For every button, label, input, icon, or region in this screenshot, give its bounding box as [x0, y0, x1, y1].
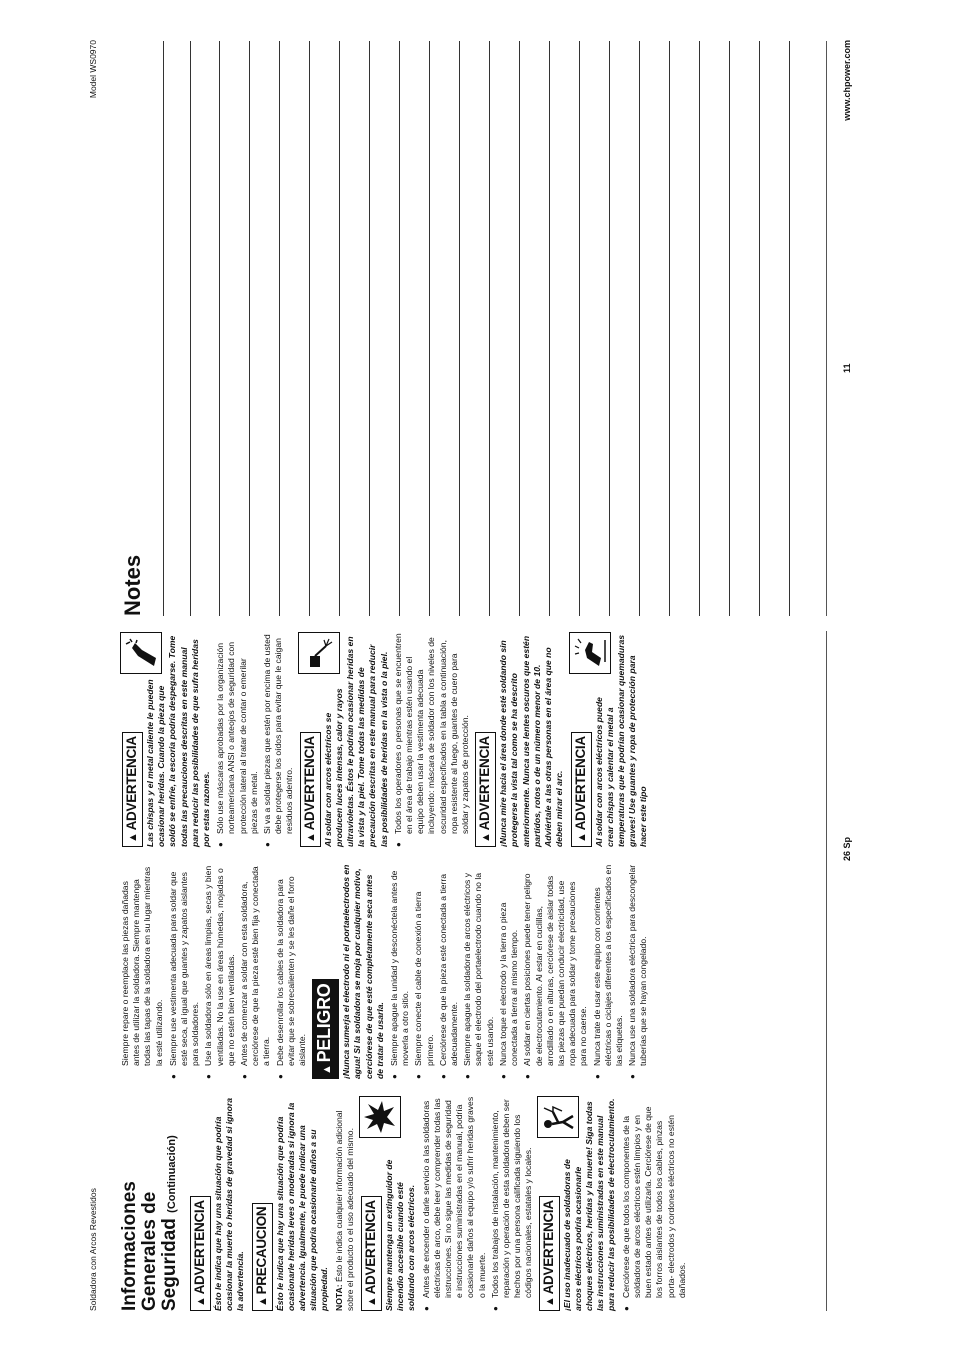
note-line: [249, 41, 250, 616]
fire-warning: [359, 1096, 418, 1311]
column-1: [120, 1096, 690, 1311]
continued-text: Siempre repare o reemplace las piezas dañadas antes de utilizar la soldadora. Siempre mantenga todas las tapas de la soldadora en su lugar mientras la esté utilizando.: [120, 866, 164, 1066]
warning-triangle-icon: ▲: [575, 832, 588, 843]
electric-shock-icon: [537, 1096, 579, 1138]
page-number-right: 11: [842, 363, 852, 373]
sparks-warning: [120, 632, 212, 847]
list-item: ● Cerciórese de que la pieza esté conectada a tierra adecuadamente.: [438, 864, 460, 1079]
note-line: [549, 41, 550, 616]
advertencia-label: ▲ADVERTENCIA: [571, 732, 592, 847]
column-2: [120, 864, 652, 1079]
note-line: [789, 41, 790, 616]
footer-url: www.chpower.com: [842, 40, 852, 121]
section-title: Informaciones Generales de Seguridad (Continuación): [119, 1135, 180, 1311]
look-warning-text: ¡Nunca mire hacia el área donde esté soldando sin protegerse la vista tal como se ha descrito anteriormente. Nunca use lentes oscuros que estén partidos, rotos o de un número menor de 10. Adviértale a las otras personas en el área que no deben mirar el arc.: [498, 635, 565, 847]
note-line: [219, 41, 220, 616]
warning-triangle-icon: ▲: [304, 832, 317, 843]
note-line: [699, 41, 700, 616]
advertencia-label: ▲ADVERTENCIA: [361, 1196, 382, 1311]
list-item: ● Todos los trabajos de instalación, mantenimiento, reparación y operación de esta soldadora deben ser hechos por una persona calificada siguiendo los códigos nacionales, estatales y locales.: [490, 1096, 535, 1311]
peligro-text: ¡Nunca sumerja el electrodo ni el portaelectrodos en agua! Si la soldadora se moja por cualquier motivo, cerciórese de que esté completamente seca antes de tratar de usarla.: [341, 864, 385, 1079]
list-item: ● Antes de comenzar a soldar con esta soldadora, cerciórese de que la pieza esté bien fija y conectada a tierra.: [239, 864, 273, 1079]
advertencia-label: ▲ADVERTENCIA: [300, 732, 321, 847]
advertencia-label: ▲ADVERTENCIA: [475, 732, 496, 847]
header-model: Model WS0970: [88, 40, 98, 99]
shock-warning-text: ¡El uso inadecuado de soldadoras de arcos eléctricos podría ocasionarle choques eléctricos, heridas y la muerte! Siga todas las instrucciones suministradas en este manual para reducir las posibilidades de electrocutamiento.: [561, 1098, 617, 1311]
bullet-list: [421, 1096, 535, 1311]
list-item: ● Use la soldadora sólo en áreas limpias, secas y bien ventiladas. No la use en áreas húmedas, mojadas o que no estén bien ventiladas.: [203, 864, 237, 1079]
list-item: ● Siempre apague la unidad y desconéctela antes de moverla a otro sitio.: [389, 864, 411, 1079]
note-line: [459, 41, 460, 616]
warning-triangle-icon: ▲: [480, 832, 493, 843]
list-item: ● Debe desenrollar los cables de la soldadora para evitar que se sobrecalienten y se les dañe el forro aislante.: [275, 864, 309, 1079]
glove-sparks-icon: [120, 632, 162, 674]
sparks-warning-text: Las chispas y el metal caliente le pueden ocasionar heridas. Cuando la pieza que soldó se enfríe, la escoria podría despegarse. Tome todas las precauciones descritas en este manual para reducir las posibilidades de que sufra heridas por estas razones.: [145, 635, 212, 847]
warning-triangle-icon: ▲: [127, 832, 139, 843]
note-line: [190, 41, 191, 616]
fire-warning-text: Siempre mantenga un extinguidor de incendio accesible cuando esté soldando con arcos eléctricos.: [384, 1159, 417, 1311]
welding-arc-icon: [298, 632, 340, 674]
header-title: Soldadora con Arcos Revestidos: [88, 1188, 98, 1311]
burn-warning-text: Al soldar con arcos eléctricos puede crear chispas y calentar el metal a temperaturas que le podrían ocasionar quemaduras graves! Use guantes y ropa de protección para hacer este tipo: [593, 634, 649, 847]
note-line: [579, 41, 580, 616]
advertencia-label: ▲ADVERTENCIA: [122, 732, 143, 847]
advertencia-definition: Ésto le indica que hay una situación que podría ocasionar la muerte o heridas de gravedad si ignora la advertencia.: [213, 1097, 246, 1311]
look-warning: [473, 632, 565, 847]
burn-warning: [569, 632, 650, 847]
bullet-list: [215, 632, 295, 847]
list-item: ● Antes de encender o darle servicio a las soldadoras eléctricas de arco, debe leer y comprender todas las instrucciones. Si no sigue las medidas de seguridad e instrucciones suministradas en el manual, podría ocasionarle daños al equipo y/o sufrir heridas graves o la muerte.: [421, 1096, 488, 1311]
precaucion-label: ▲PRECAUCION: [252, 1203, 273, 1311]
note-line: [429, 41, 430, 616]
list-item: ● Cerciórese de que todos los componentes de la soldadora de arcos eléctricos estén limpios y en buen estado antes de utilizarla. Cerciórese de que los forros aislantes de todos los cables, pinzas porta- electrodos y cordones eléctricos no estén dañados.: [621, 1096, 688, 1311]
bullet-list: [621, 1096, 688, 1311]
note-line: [339, 41, 340, 616]
list-item: ● Siempre use vestimenta adecuada para soldar que esté seca, al igual que guantes y zapatos aislantes para soldadores.: [168, 864, 202, 1079]
list-item: ● Siempre conecte el cable de conexión a tierra primero.: [413, 864, 435, 1079]
note-line: [489, 41, 490, 616]
bullet-list: [168, 864, 308, 1079]
note-line: [639, 41, 640, 616]
note-line: [729, 41, 730, 616]
list-item: ● Todos los operadores o personas que se encuentren en el área de trabajo mientras estén usando el equipo deben usar la vestimenta adecuada incluyendo: máscara de soldador con los niveles de oscuridad especificados en la tabla a continuación, ropa resistente al fuego, guantes de cuero para soldar y zapatos de protección.: [393, 632, 471, 847]
note-line: [669, 41, 670, 616]
list-item: ● Al soldar en ciertas posiciones puede tener peligro de electrocutamiento. Al estar en cuclillas, arrodillado o en alturas, cerciórese de aislar todas las piezas que puedan conducir electricidad, use ropa adecuada para soldar y tome precauciones para no caerse.: [522, 864, 589, 1079]
uv-warning-text: Al soldar con arcos eléctricos se producen luces intensas, calor y rayos ultravioletas. Éstos le podrían ocasionar heridas en la vista y la piel. Tome todas las medidas de precaución descritas en este manual para reducir las posibilidades de heridas en la vista o la piel.: [322, 636, 389, 847]
warning-triangle-icon: ▲: [321, 1064, 334, 1075]
note-line: [519, 41, 520, 616]
note-line: [279, 41, 280, 616]
page-number-left: 26 Sp: [842, 836, 852, 861]
list-item: ● Nunca toque el electrodo y la tierra o pieza conectada a tierra al mismo tiempo.: [498, 864, 520, 1079]
explosion-icon: [359, 1096, 401, 1138]
bullet-list: [389, 864, 649, 1079]
footer-rule: [826, 41, 827, 616]
note-line: [163, 41, 164, 616]
advertencia-label: ▲ADVERTENCIA: [539, 1196, 560, 1311]
warning-triangle-icon: ▲: [195, 1296, 207, 1307]
note-line: [759, 41, 760, 616]
bullet-list: [393, 632, 471, 847]
footer-rule: [826, 631, 827, 1311]
list-item: ● Nunca use una soldadora eléctrica para descongelar tuberías que se hayan congelado.: [627, 864, 649, 1079]
notes-title: Notes: [120, 554, 145, 616]
note-line: [609, 41, 610, 616]
warning-triangle-icon: ▲: [256, 1296, 269, 1307]
nota-paragraph: NOTA: Ésto le indica cualquier información adicional sobre el producto o el uso adecuado del mismo.: [333, 1110, 355, 1311]
list-item: ● Si va a soldar piezas que estén por encima de usted debe protegerse los oídos para evitar que le caigan residuos adentro.: [262, 632, 296, 847]
column-3: [120, 632, 653, 847]
peligro-label: ▲PELIGRO: [312, 979, 339, 1079]
list-item: ● Nunca trate de usar este equipo con corrientes eléctricas o ciclajes diferentes a los especificados en las etiquetas.: [592, 864, 626, 1079]
list-item: ● Sólo use máscaras aprobadas por la organización norteamericana ANSI o anteojos de seguridad con protección lateral al tratar de contar o emerilar piezas de metal.: [215, 632, 260, 847]
note-line: [399, 41, 400, 616]
note-line: [369, 41, 370, 616]
hand-burn-icon: [569, 632, 611, 674]
warning-triangle-icon: ▲: [366, 1296, 379, 1307]
precaucion-definition: Ésto le indica que hay una situación que podría ocasionarle heridas leves o moderadas si ignora la advertencia. Igualmente, le puede indicar una situación que podría ocasionarle daños a su propiedad.: [274, 1102, 330, 1311]
note-line: [309, 41, 310, 616]
list-item: ● Siempre apague la soldadora de arcos eléctricos y saque el electrodo del portaelectrodo cuando no la esté usando.: [462, 864, 496, 1079]
warning-triangle-icon: ▲: [543, 1296, 556, 1307]
uv-warning: [298, 632, 390, 847]
advertencia-label: ▲ADVERTENCIA: [190, 1196, 211, 1311]
shock-warning: [537, 1096, 618, 1311]
